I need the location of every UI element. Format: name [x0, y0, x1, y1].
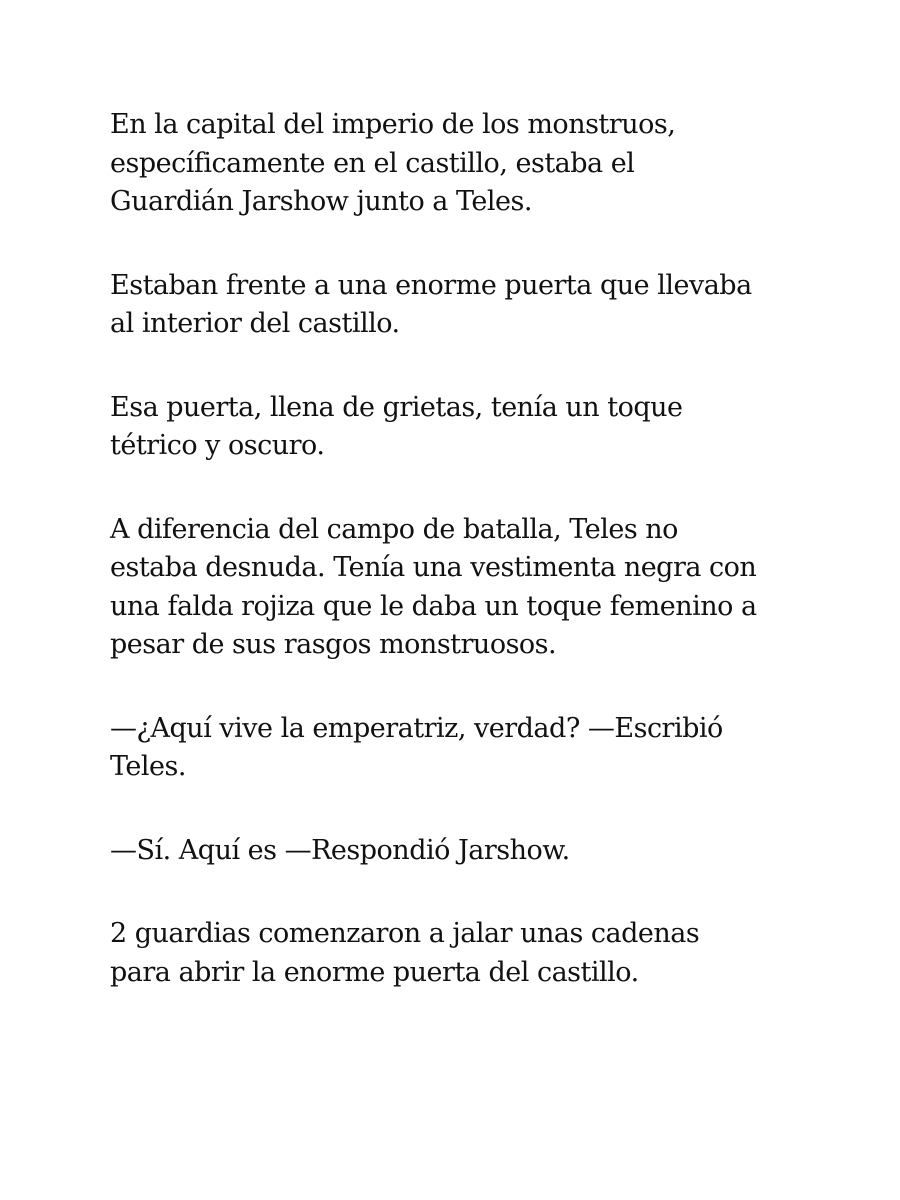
text-line: —Sí. Aquí es —Respondió Jarshow.	[110, 834, 570, 866]
text-line: estaba desnuda. Tenía una vestimenta negra con	[110, 552, 757, 583]
text-line: —¿Aquí vive la emperatriz, verdad? —Escribió	[110, 712, 723, 744]
paragraph-2	[110, 267, 800, 344]
text-line: Guardián Jarshow junto a Teles.	[110, 186, 532, 217]
text-line: Estaban frente a una enorme puerta que llevaba	[110, 269, 752, 301]
paragraph-4	[110, 511, 800, 665]
paragraph-gap	[110, 787, 800, 832]
paragraph-3	[110, 389, 800, 466]
paragraph-6	[110, 832, 800, 871]
text-line: al interior del castillo.	[110, 308, 400, 339]
text-line: Esa puerta, llena de grietas, tenía un toque	[110, 391, 683, 423]
text-line: para abrir la enorme puerta del castillo.	[110, 956, 639, 988]
paragraph-7	[110, 915, 800, 992]
paragraph-1	[110, 106, 800, 222]
paragraph-gap	[110, 466, 800, 511]
paragraph-gap	[110, 344, 800, 389]
paragraph-gap	[110, 665, 800, 710]
text-line: pesar de sus rasgos monstruosos.	[110, 629, 557, 660]
paragraph-gap	[110, 222, 800, 267]
paragraph-gap	[110, 870, 800, 915]
text-line: una falda rojiza que le daba un toque femenino a	[110, 590, 757, 622]
text-line: tétrico y oscuro.	[110, 430, 325, 461]
text-line: 2 guardias comenzaron a jalar unas cadenas	[110, 918, 700, 949]
text-line: En la capital del imperio de los monstruos,	[110, 109, 676, 140]
paragraph-5	[110, 710, 800, 787]
text-line: Teles.	[110, 751, 186, 782]
text-line: específicamente en el castillo, estaba el	[110, 147, 635, 179]
text-line: A diferencia del campo de batalla, Teles no	[110, 513, 678, 545]
